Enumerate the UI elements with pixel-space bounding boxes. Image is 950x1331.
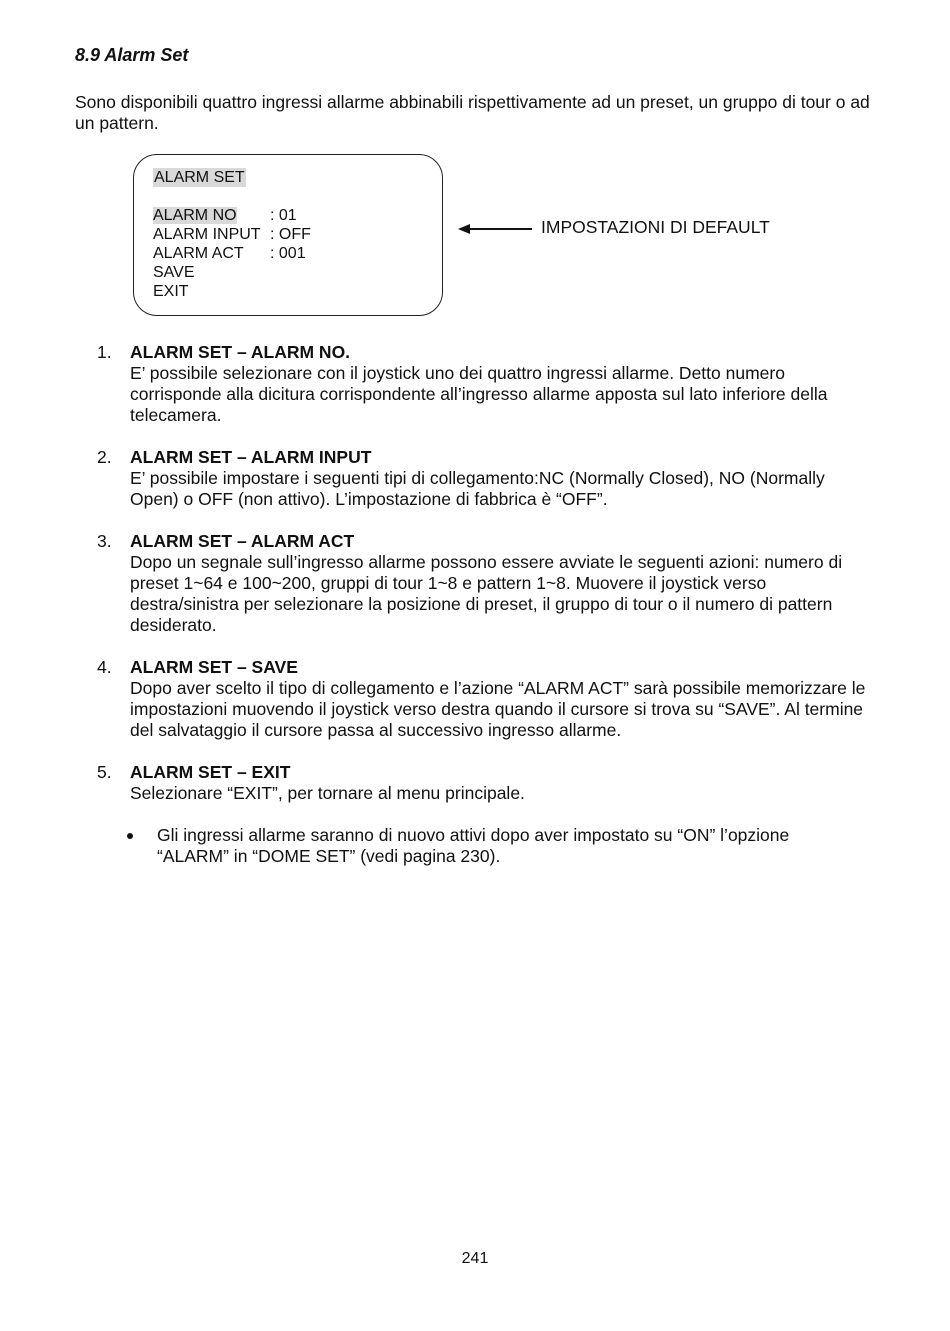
osd-row-value: : 01 — [270, 207, 297, 224]
bullet-icon — [127, 833, 133, 839]
osd-row-value: : OFF — [270, 226, 311, 243]
list-item — [0, 762, 950, 804]
step-text: E’ possibile impostare i seguenti tipi di collegamento:NC (Normally Closed), NO (Normally Open) o OFF (non attivo). L’impostazione di fabbrica è “OFF”. — [130, 468, 825, 509]
osd-row-alarm-act — [153, 244, 311, 263]
default-settings-label: IMPOSTAZIONI DI DEFAULT — [541, 217, 770, 237]
osd-row-save — [153, 263, 311, 282]
intro-paragraph: Sono disponibili quattro ingressi allarme abbinabili rispettivamente ad un preset, un gruppo di tour o ad un pattern. — [75, 92, 870, 133]
osd-row-label: ALARM NO — [153, 207, 237, 224]
step-heading: ALARM SET – ALARM ACT — [130, 531, 355, 551]
list-item — [0, 531, 950, 636]
step-number: 1. — [97, 342, 112, 362]
osd-row-label: ALARM INPUT — [153, 226, 261, 243]
step-text: Selezionare “EXIT”, per tornare al menu principale. — [130, 783, 525, 803]
step-heading: ALARM SET – ALARM NO. — [130, 342, 351, 362]
steps-list — [0, 342, 950, 867]
osd-menu-box — [133, 154, 443, 316]
osd-row-label: ALARM ACT — [153, 245, 244, 262]
step-number: 4. — [97, 657, 112, 677]
osd-row-label: EXIT — [153, 283, 189, 300]
list-item — [0, 657, 950, 741]
step-number: 5. — [97, 762, 112, 782]
step-heading: ALARM SET – ALARM INPUT — [130, 447, 372, 467]
list-item — [0, 342, 950, 426]
osd-row-alarm-no — [153, 206, 311, 225]
list-item — [0, 447, 950, 510]
note-text: Gli ingressi allarme saranno di nuovo attivi dopo aver impostato su “ON” l’opzione “ALARM” in “DOME SET” (vedi pagina 230). — [157, 825, 790, 866]
step-text: E’ possibile selezionare con il joystick uno dei quattro ingressi allarme. Detto numero corrisponde alla dicitura corrispondente all’ingresso allarme apposta sul lato inferiore della telecamera. — [130, 363, 828, 425]
osd-row-value: : 001 — [270, 245, 306, 262]
step-text: Dopo un segnale sull’ingresso allarme possono essere avviate le seguenti azioni: numero di preset 1~64 e 100~200, gruppi di tour 1~8 e pattern 1~8. Muovere il joystick verso destra/sinistra per selezionare la posizione di preset, il gruppo di tour o il numero di pattern desiderato. — [130, 552, 843, 635]
osd-menu-title: ALARM SET — [154, 169, 245, 186]
section-title: 8.9 Alarm Set — [75, 45, 189, 65]
step-number: 3. — [97, 531, 112, 551]
page-number: 241 — [461, 1250, 489, 1267]
step-text: Dopo aver scelto il tipo di collegamento e l’azione “ALARM ACT” sarà possibile memorizzare le impostazioni muovendo il joystick verso destra quando il cursore si trova su “SAVE”. Al termine del salvataggio il cursore passa al successivo ingresso allarme. — [130, 678, 866, 740]
step-heading: ALARM SET – SAVE — [130, 657, 298, 677]
osd-row-alarm-input — [153, 225, 311, 244]
arrow-left-icon — [458, 222, 534, 236]
bullet-note — [0, 825, 950, 867]
osd-menu-rows — [153, 206, 311, 301]
osd-row-exit — [153, 282, 311, 301]
osd-row-label: SAVE — [153, 264, 195, 281]
step-number: 2. — [97, 447, 112, 467]
step-heading: ALARM SET – EXIT — [130, 762, 291, 782]
